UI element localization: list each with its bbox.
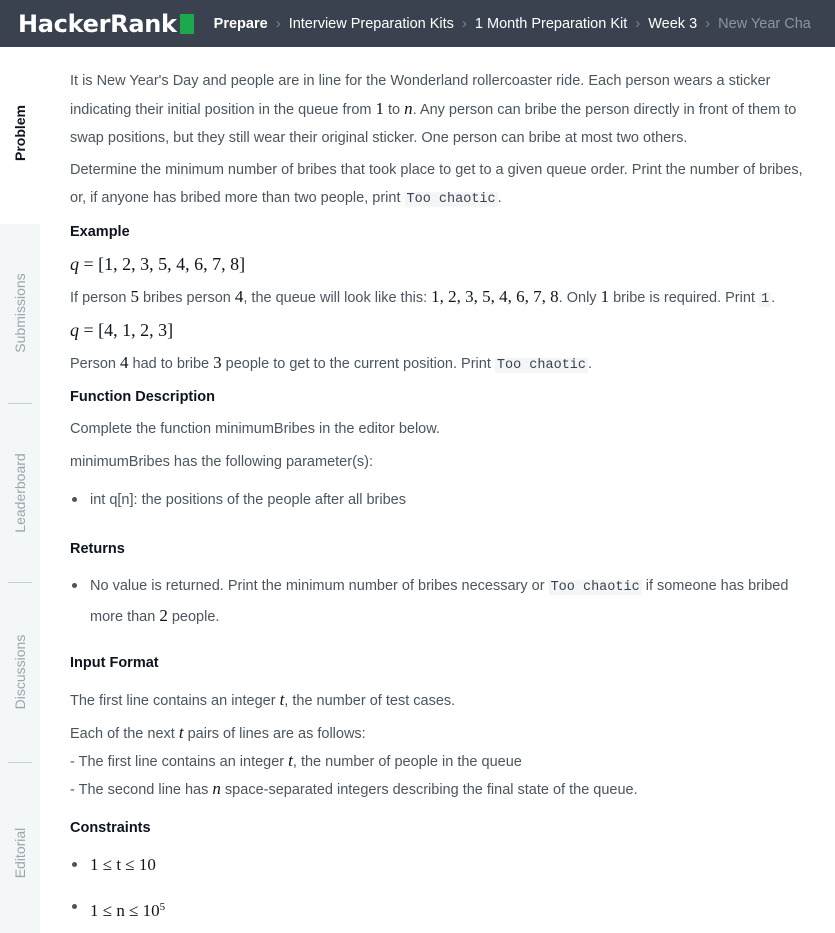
chevron-right-icon: ›	[705, 15, 711, 32]
bullet-icon	[72, 862, 77, 867]
tab-discussions[interactable]: Discussions	[12, 634, 28, 710]
input-line-4: - The second line has n space-separated integers describing the final state of the queue.	[70, 779, 638, 798]
hackerrank-logo[interactable]	[18, 10, 194, 38]
tab-divider	[8, 762, 32, 763]
input-line-1: The first line contains an integer t, the number of test cases.	[70, 690, 456, 709]
bullet-icon	[72, 904, 77, 909]
determine-paragraph: Determine the minimum number of bribes that took place to get to a given queue order. Print the number of bribes, or, if anyone has bribed more than two people, print Too chaotic .	[70, 162, 803, 207]
constraint-item: 1 ≤ t ≤ 10	[70, 851, 815, 880]
example-1-text: If person 5 bribes person 4, the queue will look like this: 1, 2, 3, 5, 4, 6, 7, 8. Only 1 bribe is required. Print 1 .	[70, 287, 776, 307]
breadcrumb-month-kit[interactable]: 1 Month Preparation Kit	[474, 15, 628, 32]
chevron-right-icon: ›	[461, 15, 467, 32]
tab-divider	[8, 403, 32, 404]
bullet-icon	[72, 583, 77, 588]
breadcrumb-current: New Year Cha	[718, 15, 811, 32]
breadcrumb-week-3[interactable]: Week 3	[648, 15, 698, 32]
intro-paragraph: It is New Year's Day and people are in line for the Wonderland rollercoaster ride. Each person wears a sticker indicating their initial position in the queue from 1 to n. Any person can bribe the person directly in front of them to swap positions, but they still wear their original sticker. One person can bribe at most two others.	[70, 73, 797, 146]
function-description-text: Complete the function minimumBribes in the editor below.	[70, 421, 440, 437]
example-heading: Example	[70, 224, 130, 240]
input-format-heading: Input Format	[70, 655, 159, 671]
returns-heading: Returns	[70, 541, 125, 557]
bullet-icon	[72, 497, 77, 502]
tab-problem[interactable]: Problem	[12, 104, 28, 162]
returns-item: No value is returned. Print the minimum number of bribes necessary or Too chaotic if someone has bribed more than 2 people.	[70, 572, 815, 631]
logo-text: HackerRank	[18, 9, 177, 38]
constraints-heading: Constraints	[70, 820, 151, 836]
side-tabs	[0, 47, 40, 933]
parameters-intro: minimumBribes has the following parameter(s):	[70, 454, 373, 470]
breadcrumb-prepare[interactable]: Prepare	[213, 15, 268, 32]
top-navbar	[0, 0, 835, 47]
example-queue-1: q = [1, 2, 3, 5, 4, 6, 7, 8]	[70, 254, 246, 274]
input-line-2: Each of the next t pairs of lines are as follows:	[70, 723, 366, 742]
constraint-item: $1 \le n \le 10^5$	[70, 893, 815, 926]
function-description-heading: Function Description	[70, 389, 215, 405]
tab-editorial[interactable]: Editorial	[12, 827, 28, 879]
example-queue-2: q = [4, 1, 2, 3]	[70, 320, 174, 340]
chevron-right-icon: ›	[275, 15, 281, 32]
breadcrumb	[214, 15, 811, 32]
breadcrumb-interview-kits[interactable]: Interview Preparation Kits	[288, 15, 454, 32]
logo-block-icon	[180, 14, 194, 34]
example-2-text: Person 4 had to bribe 3 people to get to the current position. Print Too chaotic .	[70, 353, 593, 373]
chevron-right-icon: ›	[635, 15, 641, 32]
parameter-item: int q[n]: the positions of the people after all bribes	[70, 486, 815, 514]
input-line-3: - The first line contains an integer t, the number of people in the queue	[70, 751, 522, 770]
tab-divider	[8, 582, 32, 583]
tab-leaderboard[interactable]: Leaderboard	[12, 453, 28, 533]
tab-submissions[interactable]: Submissions	[12, 273, 28, 353]
